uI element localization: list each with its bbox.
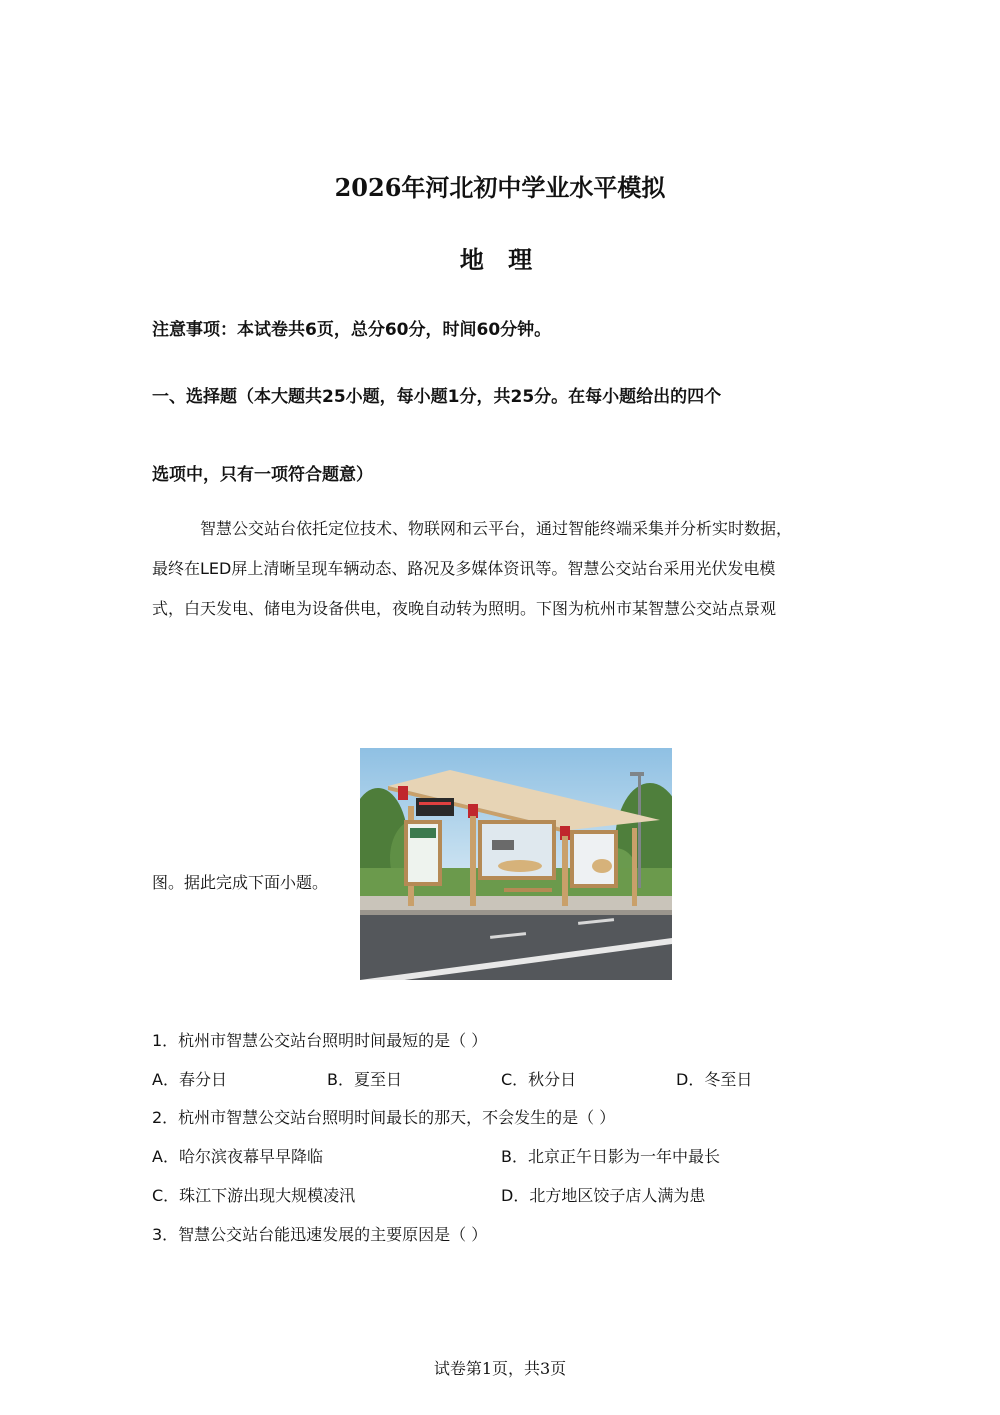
passage-line3: 式，白天发电、储电为设备供电，夜晚自动转为照明。下图为杭州市某智慧公交站点景观 bbox=[152, 599, 777, 618]
bus-stop-illustration bbox=[360, 748, 672, 980]
question-2-stem: 2．杭州市智慧公交站台照明时间最长的那天，不会发生的是（ ） bbox=[152, 1108, 616, 1127]
question-3-stem: 3．智慧公交站台能迅速发展的主要原因是（ ） bbox=[152, 1225, 488, 1244]
question-1-option-d: D．冬至日 bbox=[676, 1070, 753, 1089]
exam-title: 2026年河北初中学业水平模拟 bbox=[334, 173, 666, 202]
passage-line4: 图。据此完成下面小题。 bbox=[152, 873, 329, 892]
subject-title: 地 理 bbox=[459, 245, 541, 274]
question-2-option-a: A．哈尔滨夜幕早早降临 bbox=[152, 1147, 323, 1166]
bus-stop-photo bbox=[360, 748, 672, 980]
notice-text: 注意事项：本试卷共6页，总分60分，时间60分钟。 bbox=[152, 320, 552, 340]
question-2-option-d: D．北方地区饺子店人满为患 bbox=[501, 1186, 706, 1205]
question-1-option-c: C．秋分日 bbox=[501, 1070, 577, 1089]
question-1-option-a: A．春分日 bbox=[152, 1070, 227, 1089]
question-1-stem: 1．杭州市智慧公交站台照明时间最短的是（ ） bbox=[152, 1031, 488, 1050]
section-heading-line1: 一、选择题（本大题共25小题，每小题1分，共25分。在每小题给出的四个 bbox=[152, 387, 722, 407]
section-heading-line2: 选项中，只有一项符合题意） bbox=[152, 465, 373, 485]
passage-line2: 最终在LED屏上清晰呈现车辆动态、路况及多媒体资讯等。智慧公交站台采用光伏发电模 bbox=[152, 559, 776, 578]
passage-line1: 智慧公交站台依托定位技术、物联网和云平台，通过智能终端采集并分析实时数据， bbox=[200, 519, 793, 538]
question-2-option-b: B．北京正午日影为一年中最长 bbox=[501, 1147, 720, 1166]
question-2-option-c: C．珠江下游出现大规模凌汛 bbox=[152, 1186, 356, 1205]
page-footer: 试卷第1页，共3页 bbox=[433, 1359, 567, 1378]
question-1-option-b: B．夏至日 bbox=[327, 1070, 402, 1089]
